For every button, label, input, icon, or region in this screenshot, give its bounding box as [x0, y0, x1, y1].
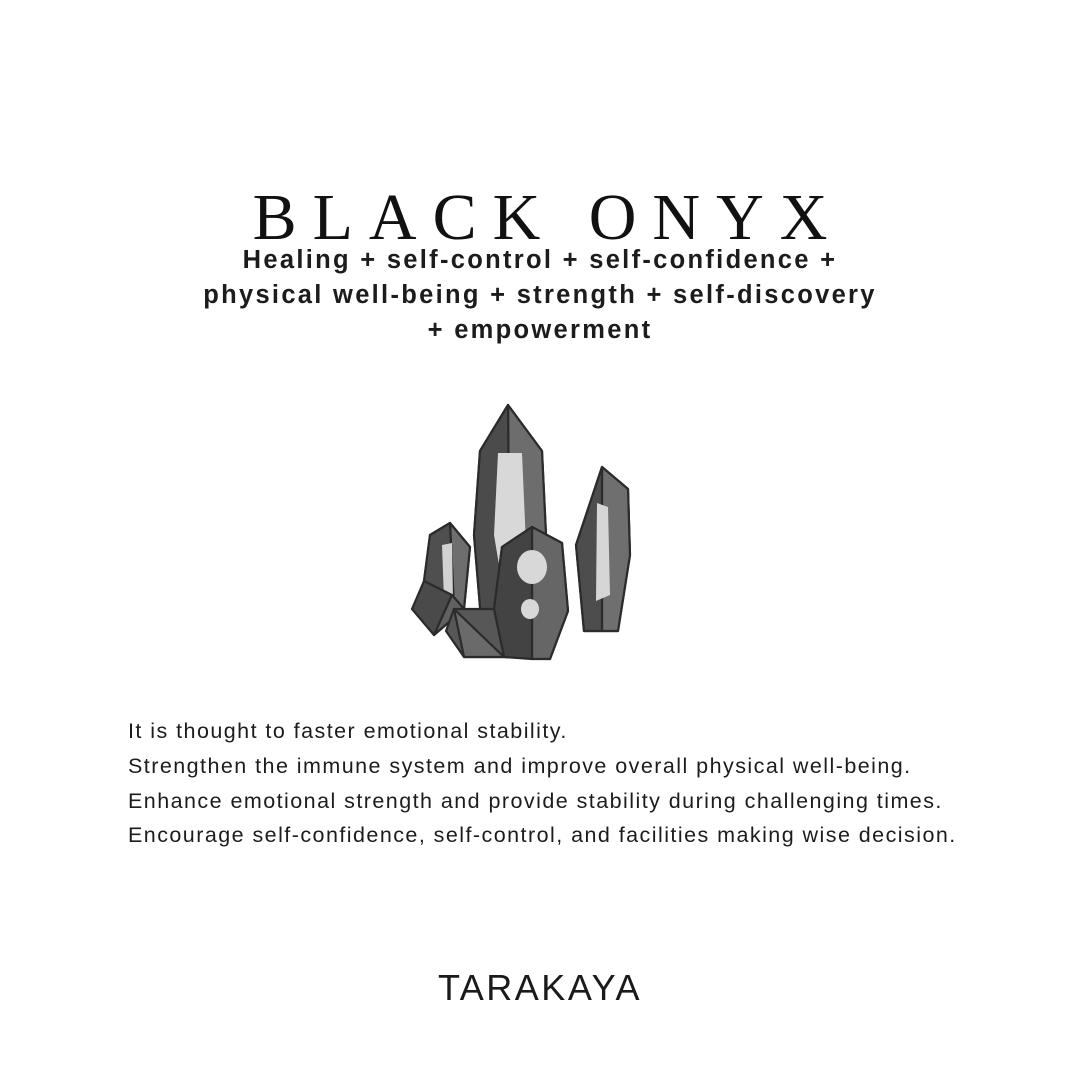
brand-name: TARAKAYA	[437, 967, 643, 1008]
description-line-4: Encourage self-confidence, self-control, and facilities making wise decision.	[128, 823, 957, 848]
page-title: BLACK ONYX	[252, 181, 844, 255]
description-line-1: It is thought to faster emotional stability.	[128, 719, 568, 743]
description-line-3: Enhance emotional strength and provide stability during challenging times.	[128, 788, 943, 813]
crystal-cluster-icon	[390, 395, 690, 685]
description-block	[128, 714, 958, 853]
crystal-illustration	[0, 390, 1080, 690]
description-line-2: Strengthen the immune system and improve overall physical well-being.	[128, 753, 912, 778]
keywords-subtitle: Healing + self-control + self-confidence + physical well-being + strength + self-discovery + empowerment	[203, 246, 877, 345]
